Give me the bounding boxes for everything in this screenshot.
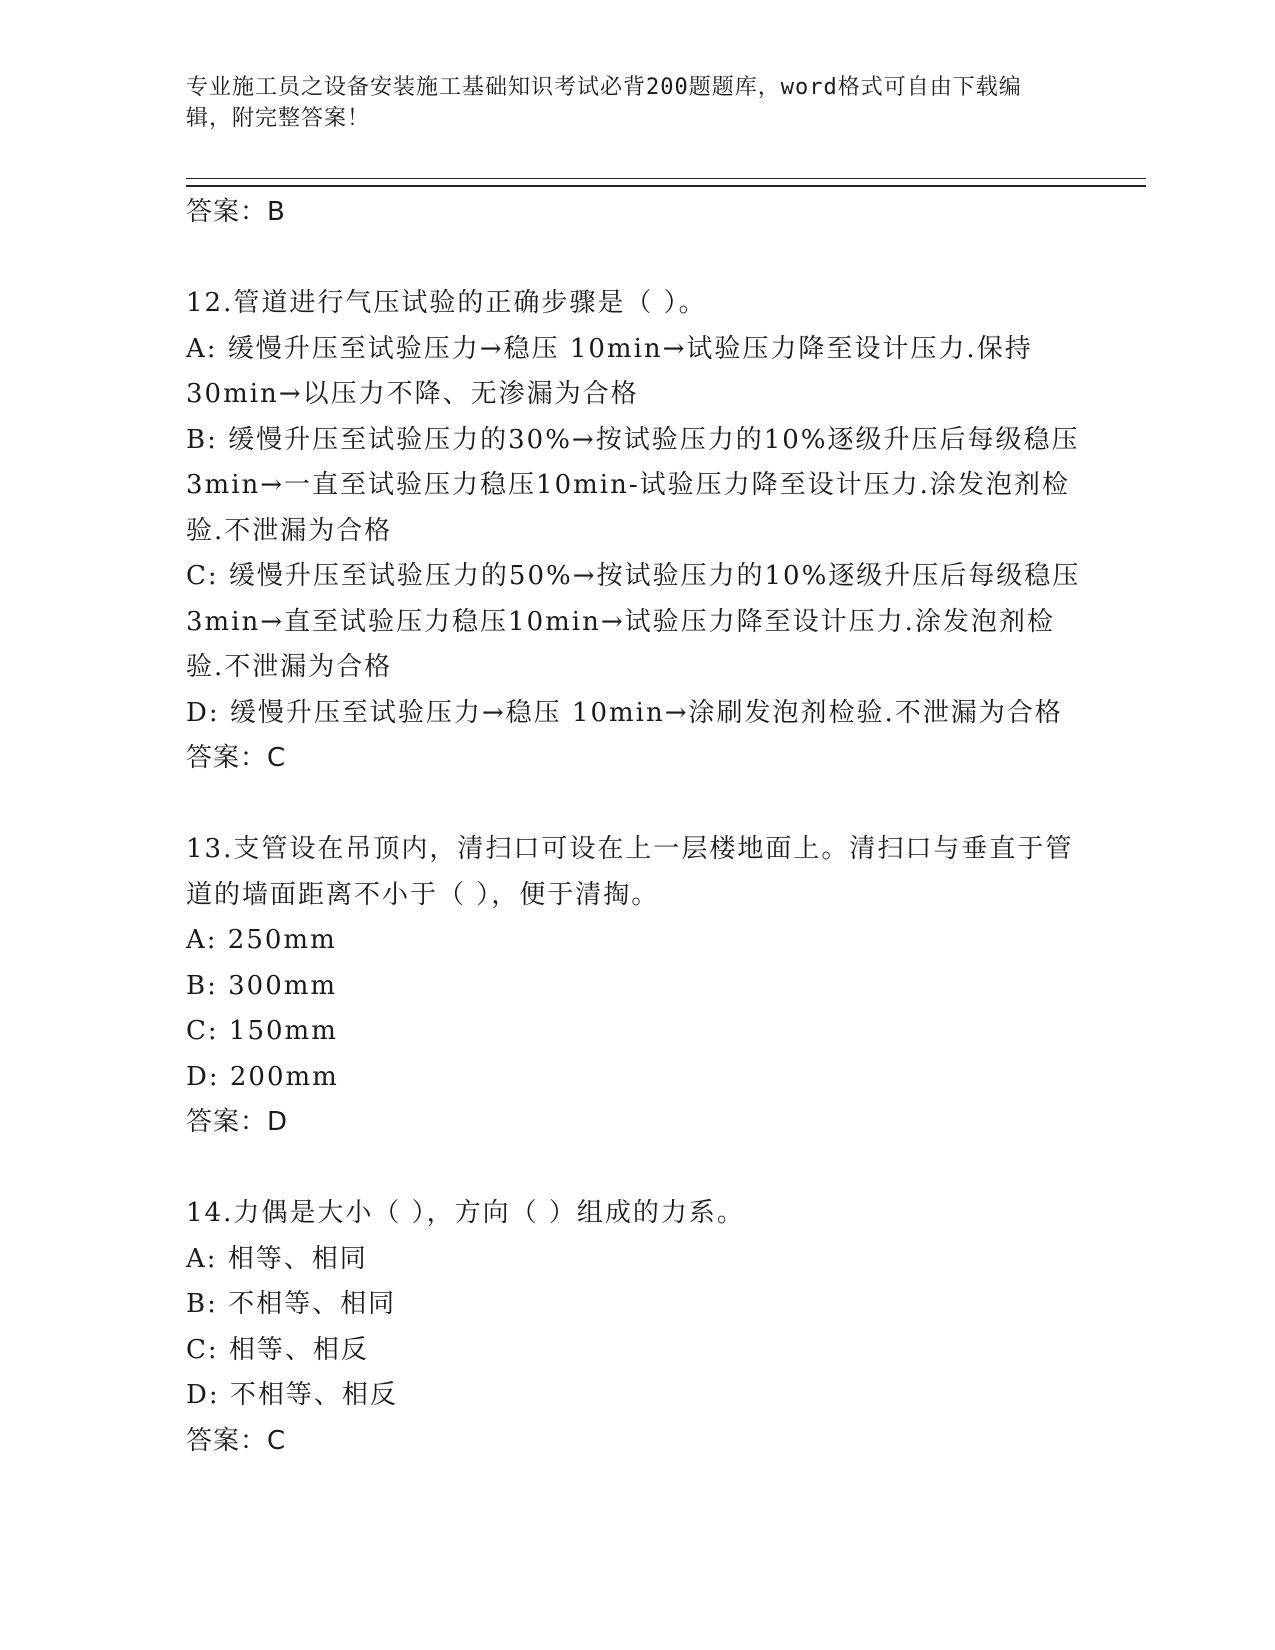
option-c: C: 缓慢升压至试验压力的50%→按试验压力的10%逐级升压后每级稳压3min→直至试验压力稳压10min→试验压力降至设计压力.涂发泡剂检验.不泄漏为合格: [186, 561, 1081, 682]
option-d: D: 200mm: [186, 1061, 339, 1092]
answer: 答案：D: [186, 1107, 289, 1137]
question-13: [186, 827, 1086, 1146]
question-stem: 14.力偶是大小（ ），方向（ ）组成的力系。: [186, 1198, 745, 1228]
option-c: C: 150mm: [186, 1016, 338, 1046]
question-12: [186, 281, 1086, 782]
question-stem: 13.支管设在吊顶内，清扫口可设在上一层楼地面上。清扫口与垂直于管道的墙面距离不小于（ ），便于清掏。: [186, 834, 1074, 910]
question-14: [186, 1191, 1086, 1464]
option-a: A: 缓慢升压至试验压力→稳压 10min→试验压力降至设计压力.保持30min→以压力不降、无渗漏为合格: [186, 333, 1033, 409]
answer: 答案：C: [186, 1425, 287, 1456]
question-stem: 12.管道进行气压试验的正确步骤是（ ）。: [186, 288, 707, 318]
option-d: D: 缓慢升压至试验压力→稳压 10min→涂刷发泡剂检验.不泄漏为合格: [186, 697, 1063, 728]
option-b: B: 不相等、相同: [186, 1289, 397, 1319]
previous-answer: 答案：B: [186, 197, 286, 227]
page-header: 专业施工员之设备安装施工基础知识考试必背200题题库，word格式可自由下载编辑，附完整答案！: [186, 75, 1022, 131]
header-rule: [186, 178, 1146, 187]
option-b: B: 300mm: [186, 970, 338, 1001]
option-d: D: 不相等、相反: [186, 1380, 398, 1410]
answer: 答案：C: [186, 743, 287, 773]
option-a: A: 250mm: [186, 925, 337, 955]
question-content: [186, 190, 1086, 1464]
option-a: A: 相等、相同: [186, 1243, 368, 1274]
option-b: B: 缓慢升压至试验压力的30%→按试验压力的10%逐级升压后每级稳压3min→一直至试验压力稳压10min-试验压力降至设计压力.涂发泡剂检验.不泄漏为合格: [186, 424, 1080, 546]
option-c: C: 相等、相反: [186, 1334, 369, 1365]
